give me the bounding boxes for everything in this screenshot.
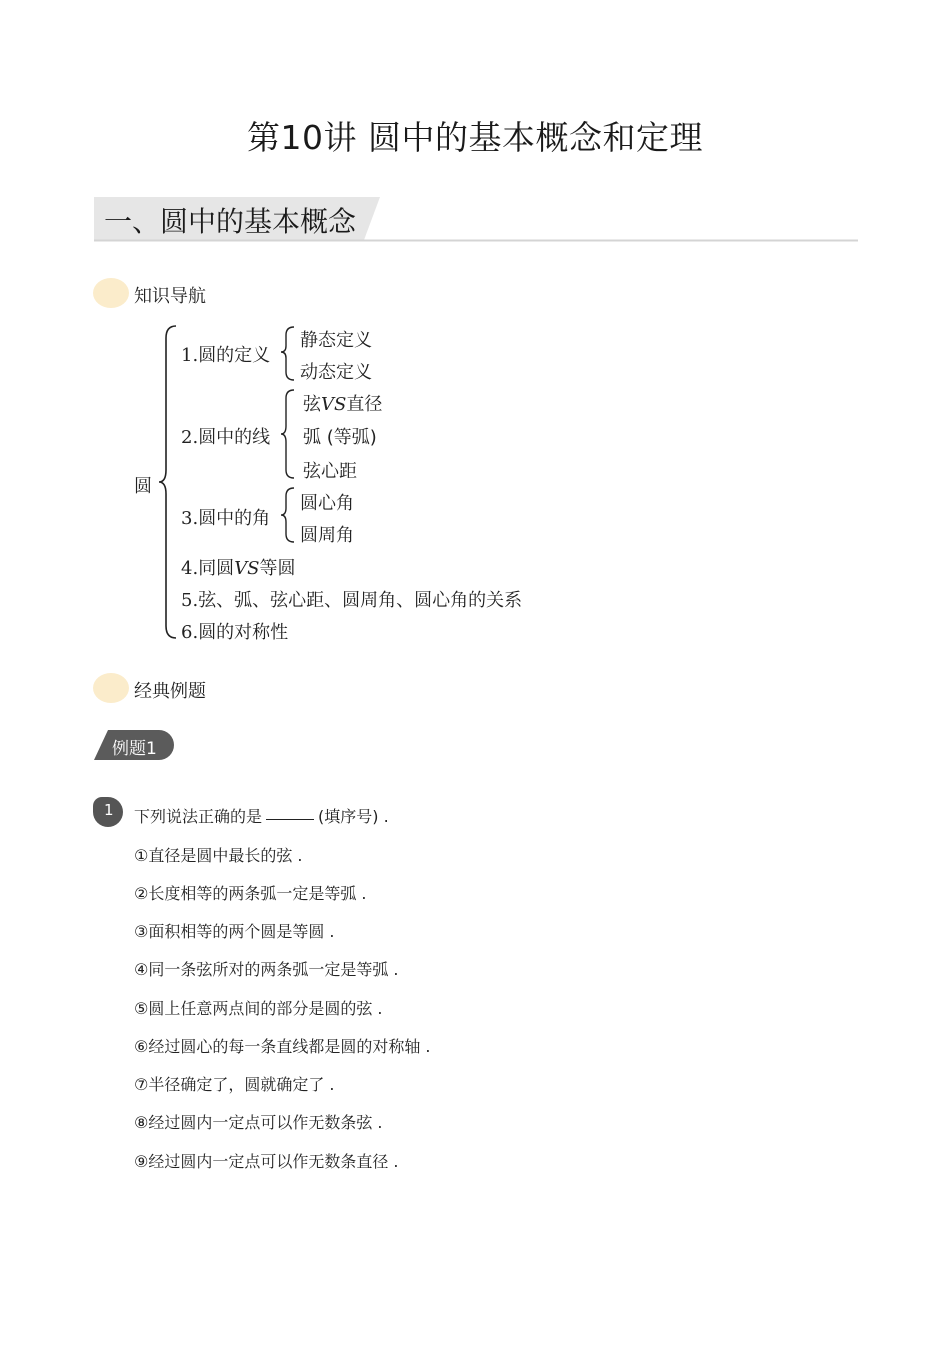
tree-item-2-child-3: 弦心距 bbox=[303, 461, 357, 482]
question-stem-before: 下列说法正确的是 bbox=[134, 807, 263, 826]
tree-root: 圆 bbox=[134, 476, 152, 497]
tag-decoration-circle bbox=[93, 673, 129, 703]
tree-item-2-number: 2. bbox=[181, 427, 199, 448]
tree-item-3-label: 圆中的角 bbox=[198, 508, 271, 529]
examples-label: 经典例题 bbox=[134, 681, 206, 702]
tree-item-2-child-2: 弧 (等弧) bbox=[303, 427, 377, 448]
tree-item-3-number: 3. bbox=[181, 508, 199, 529]
tree-item-1-child-1: 静态定义 bbox=[300, 330, 372, 351]
question-number: 1 bbox=[104, 801, 114, 819]
tree-item-4-vs: VS bbox=[234, 558, 260, 579]
tag-decoration-circle bbox=[93, 278, 129, 308]
answer-blank bbox=[266, 819, 314, 820]
tree-item-6-label: 圆的对称性 bbox=[198, 622, 289, 643]
tree-item-6-number: 6. bbox=[181, 622, 199, 643]
tree-item-5-label: 弦、弧、弦心距、圆周角、圆心角的关系 bbox=[198, 590, 523, 611]
tree-item-6 bbox=[181, 618, 288, 644]
tree-item-5-number: 5. bbox=[181, 590, 199, 611]
tree-item-2-child-1-a: 弦 bbox=[303, 394, 321, 415]
option-1: ①直径是圆中最长的弦 . bbox=[134, 846, 303, 865]
tree-item-1 bbox=[181, 341, 270, 367]
tree-item-3-child-1: 圆心角 bbox=[300, 493, 354, 514]
option-4: ④同一条弦所对的两条弧一定是等弧 . bbox=[134, 960, 399, 979]
option-7: ⑦半径确定了，圆就确定了 . bbox=[134, 1075, 335, 1094]
option-6: ⑥经过圆心的每一条直线都是圆的对称轴 . bbox=[134, 1037, 431, 1056]
knowledge-nav-label: 知识导航 bbox=[134, 286, 206, 307]
section-title: 一、圆中的基本概念 bbox=[104, 205, 357, 238]
tree-item-4-b: 等圆 bbox=[259, 558, 296, 579]
question-stem-after: (填序号) . bbox=[318, 807, 389, 826]
option-2: ②长度相等的两条弧一定是等弧 . bbox=[134, 884, 367, 903]
tree-item-2-child-1-vs: VS bbox=[321, 394, 347, 415]
tree-item-3 bbox=[181, 504, 270, 530]
tree-item-2-child-1-b: 直径 bbox=[346, 394, 383, 415]
tree-item-1-child-2: 动态定义 bbox=[300, 362, 372, 383]
tree-item-1-number: 1. bbox=[181, 345, 199, 366]
tree-item-2-child-1 bbox=[303, 390, 382, 416]
page-title: 第10讲 圆中的基本概念和定理 bbox=[247, 118, 703, 157]
option-8: ⑧经过圆内一定点可以作无数条弦 . bbox=[134, 1113, 383, 1132]
tree-item-2 bbox=[181, 423, 270, 449]
tree-item-1-label: 圆的定义 bbox=[198, 345, 271, 366]
tree-item-4-number: 4. bbox=[181, 558, 199, 579]
option-5: ⑤圆上任意两点间的部分是圆的弦 . bbox=[134, 999, 383, 1018]
tree-item-3-child-2: 圆周角 bbox=[300, 525, 354, 546]
tree-item-4-a: 同圆 bbox=[198, 558, 235, 579]
option-9: ⑨经过圆内一定点可以作无数条直径 . bbox=[134, 1152, 399, 1171]
example-badge-label: 例题1 bbox=[112, 739, 157, 759]
question-stem bbox=[134, 804, 389, 827]
tree-item-2-label: 圆中的线 bbox=[198, 427, 271, 448]
option-3: ③面积相等的两个圆是等圆 . bbox=[134, 922, 335, 941]
tree-item-4 bbox=[181, 554, 296, 580]
tree-item-5 bbox=[181, 586, 522, 612]
